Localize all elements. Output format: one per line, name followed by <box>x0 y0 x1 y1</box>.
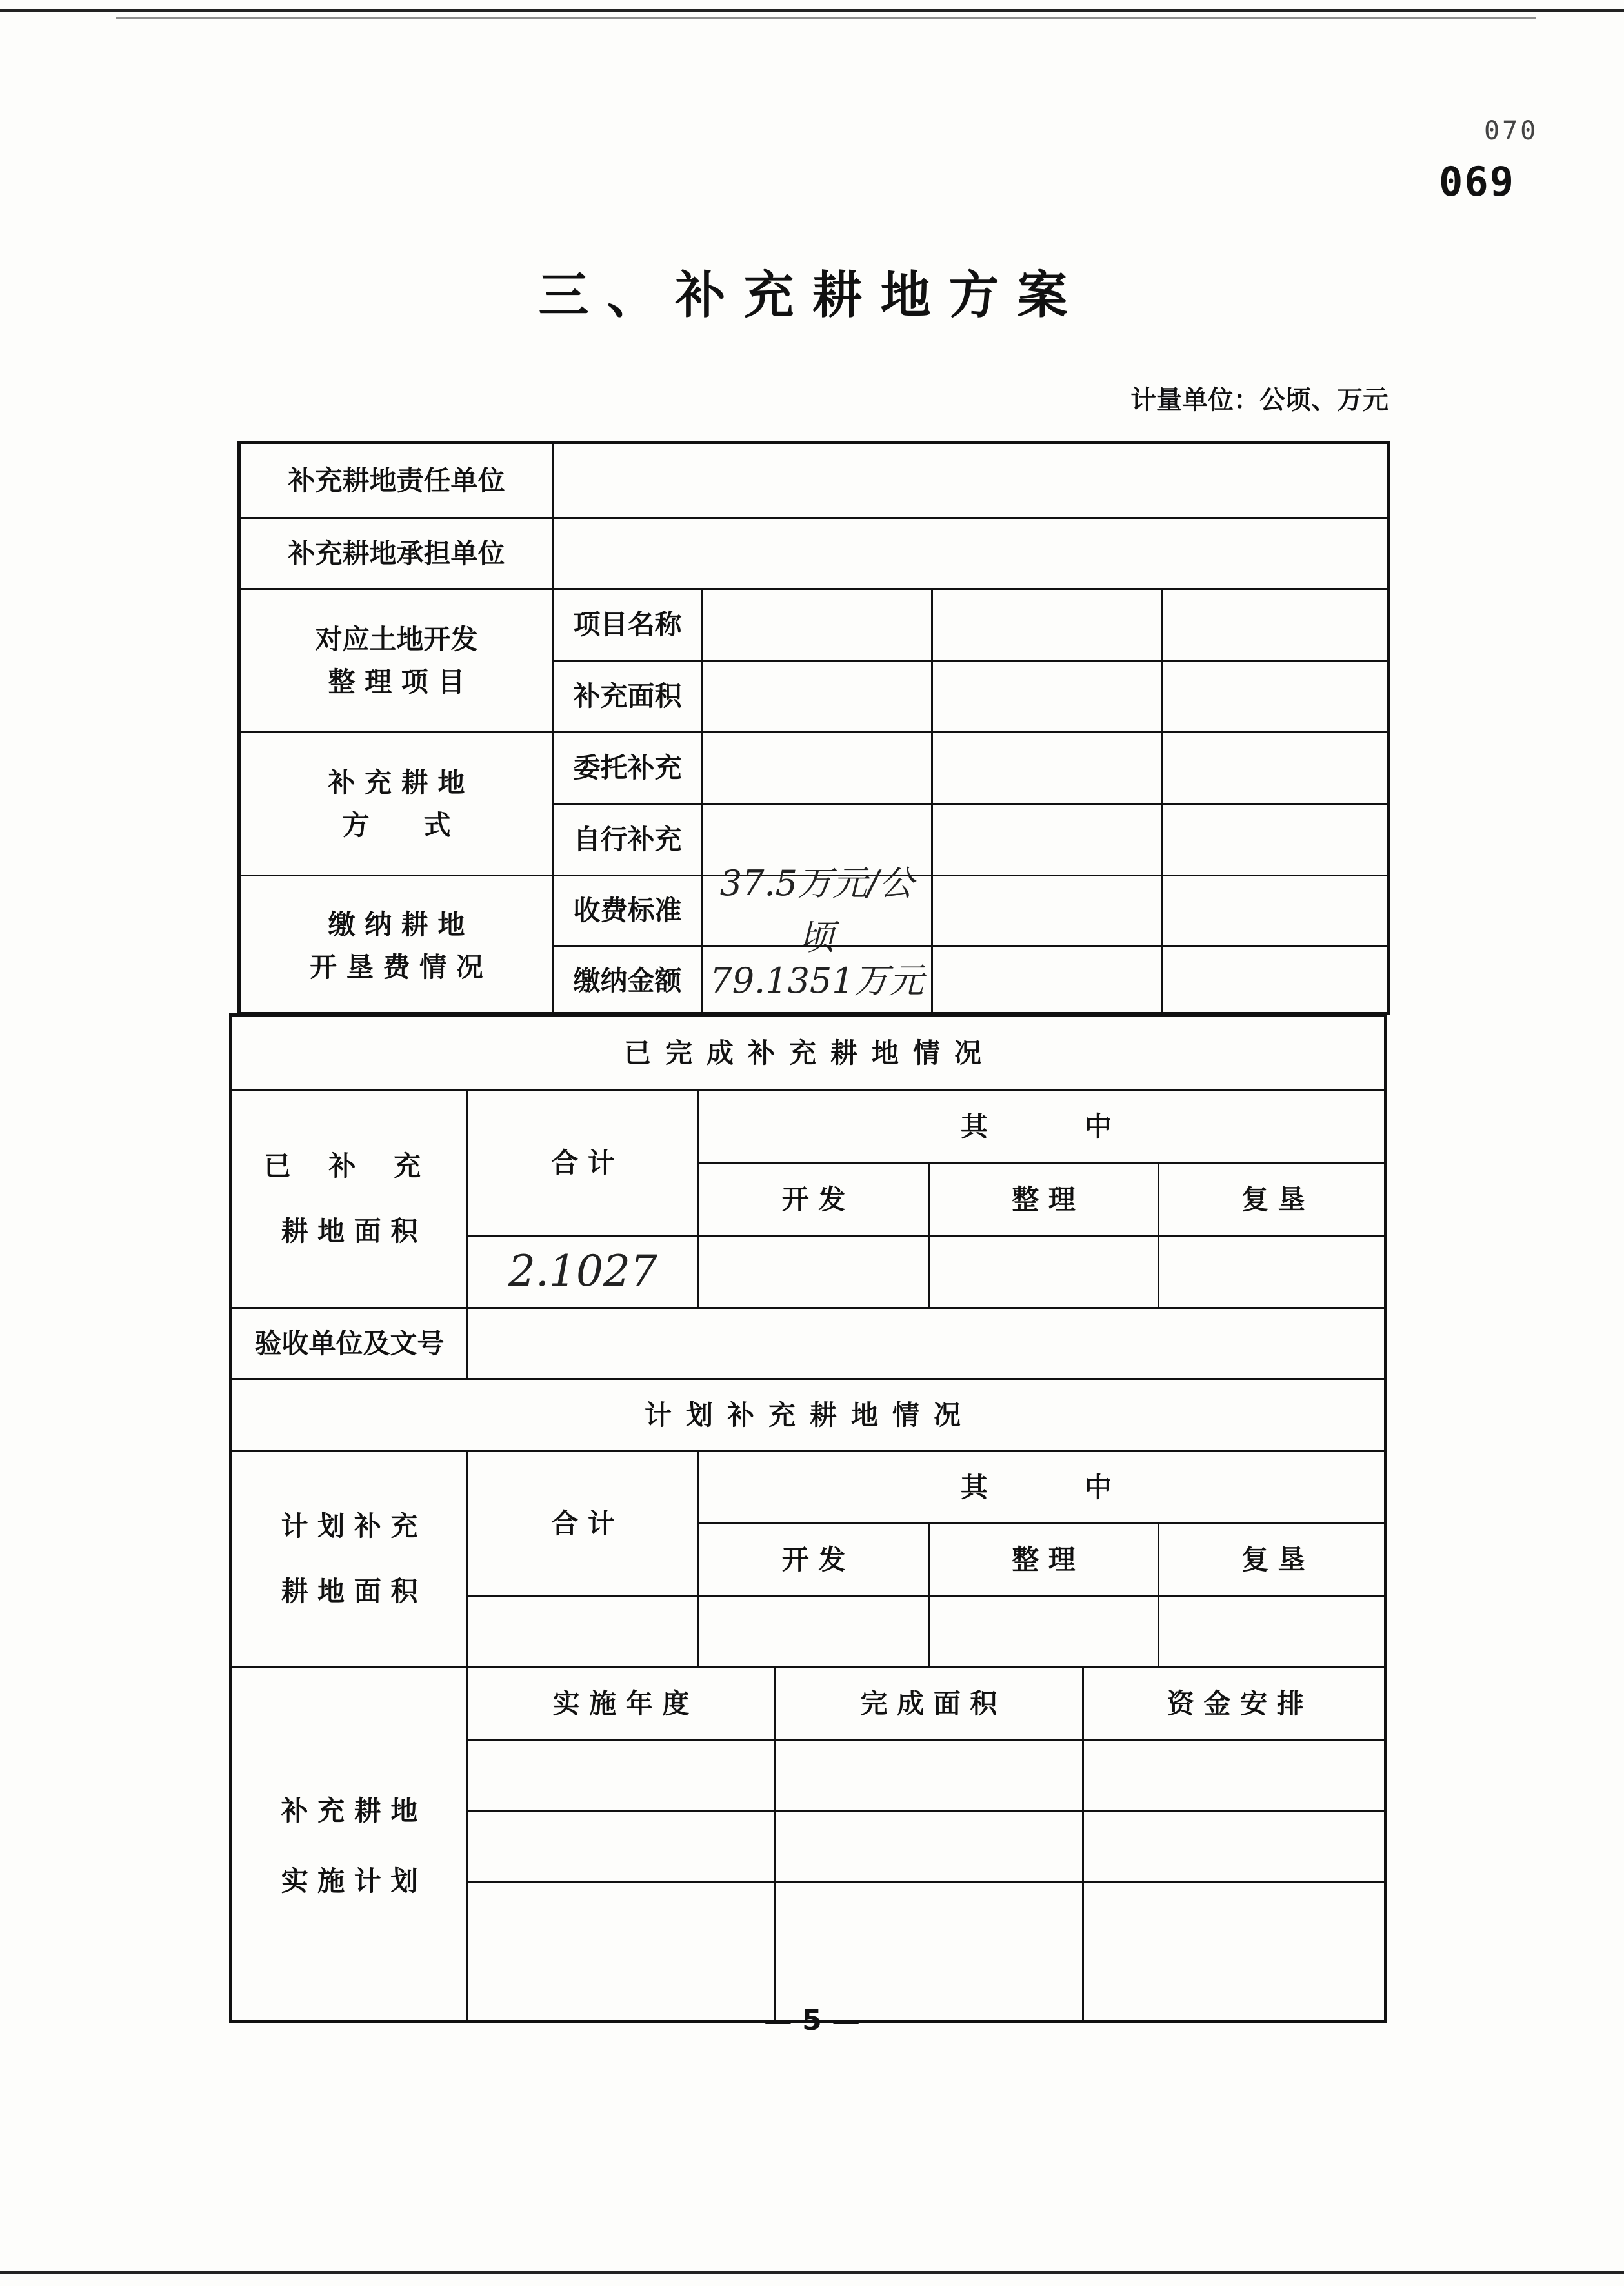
project-name-cell-1 <box>701 588 931 660</box>
completed-of-which-header: 其 中 <box>697 1089 1387 1162</box>
implementation-row2-area <box>774 1810 1082 1881</box>
self-cell-3 <box>1161 803 1390 875</box>
project-group-label-line1: 对应土地开发 <box>315 623 478 656</box>
project-name-label: 项目名称 <box>552 588 701 660</box>
entrusted-label: 委托补充 <box>552 731 701 803</box>
unit-note: 计量单位：公顷、万元 <box>1130 385 1388 415</box>
project-area-cell-2 <box>931 660 1161 731</box>
planned-area-label-line2: 耕 地 面 积 <box>281 1575 418 1607</box>
fee-standard-cell-2 <box>931 875 1161 945</box>
fee-standard-cell-3 <box>1161 875 1390 945</box>
project-area-cell-1 <box>701 660 931 731</box>
implementation-row3-fund <box>1082 1881 1387 2023</box>
fee-standard-label: 收费标准 <box>552 875 701 945</box>
archive-number: 069 <box>1439 158 1515 205</box>
planned-consolidate-value <box>928 1595 1158 1666</box>
acceptance-value <box>466 1307 1387 1378</box>
planned-reclaim-header: 复 垦 <box>1158 1522 1387 1595</box>
completed-section-header: 已完成补充耕地情况 <box>623 1037 996 1069</box>
fee-group-label-line2: 开 垦 费 情 况 <box>310 951 483 983</box>
completed-develop-header: 开 发 <box>697 1162 928 1235</box>
completed-consolidate-header: 整 理 <box>928 1162 1158 1235</box>
planned-of-which-header: 其 中 <box>697 1450 1387 1522</box>
project-group-label <box>241 588 552 731</box>
completed-area-label <box>232 1089 466 1307</box>
completed-total-label: 合 计 <box>466 1089 697 1235</box>
completed-reclaim-value <box>1158 1235 1387 1307</box>
bottom-scan-edge <box>0 2271 1624 2274</box>
form-completed <box>229 1013 1387 2023</box>
top-scan-edge <box>0 9 1624 12</box>
undertaking-unit-label: 补充耕地承担单位 <box>241 517 552 588</box>
acceptance-label: 验收单位及文号 <box>232 1307 466 1378</box>
responsible-unit-label: 补充耕地责任单位 <box>288 464 505 496</box>
implementation-area-header: 完 成 面 积 <box>774 1666 1082 1739</box>
page-title: 三、补充耕地方案 <box>538 266 1086 325</box>
planned-area-label <box>232 1450 466 1666</box>
implementation-row3-year <box>466 1881 774 2023</box>
method-group-label-line2: 方 式 <box>342 809 451 841</box>
implementation-row3-area <box>774 1881 1082 2023</box>
fee-amount-value: 79.1351万元 <box>701 945 931 1015</box>
form-upper <box>237 441 1390 1015</box>
entrusted-cell-3 <box>1161 731 1390 803</box>
fee-amount-label: 缴纳金额 <box>552 945 701 1015</box>
method-group-label-line1: 补 充 耕 地 <box>328 767 465 799</box>
self-cell-2 <box>931 803 1161 875</box>
entrusted-cell-1 <box>701 731 931 803</box>
top-scan-edge-faint <box>116 17 1536 19</box>
planned-develop-header: 开 发 <box>697 1522 928 1595</box>
planned-area-label-line1: 计 划 补 充 <box>281 1510 418 1543</box>
completed-total-value: 2.1027 <box>466 1235 697 1307</box>
fee-standard-value: 37.5万元/公顷 <box>701 875 931 945</box>
implementation-row2-year <box>466 1810 774 1881</box>
entrusted-cell-2 <box>931 731 1161 803</box>
project-name-cell-2 <box>931 588 1161 660</box>
completed-area-label-line2: 耕 地 面 积 <box>281 1215 418 1247</box>
fee-group-label <box>241 875 552 1015</box>
implementation-label-line1: 补 充 耕 地 <box>281 1794 418 1826</box>
fee-amount-cell-2 <box>931 945 1161 1015</box>
implementation-row1-year <box>466 1739 774 1810</box>
implementation-row2-fund <box>1082 1810 1387 1881</box>
undertaking-unit-value <box>552 517 1390 588</box>
project-area-cell-3 <box>1161 660 1390 731</box>
page-footer-number: — 5 — <box>763 2004 861 2037</box>
completed-area-label-line1: 已 补 充 <box>263 1150 436 1182</box>
planned-total-value <box>466 1595 697 1666</box>
fee-group-label-line1: 缴 纳 耕 地 <box>328 909 465 941</box>
fee-amount-cell-3 <box>1161 945 1390 1015</box>
project-group-label-line2: 整 理 项 目 <box>328 665 465 698</box>
completed-develop-value <box>697 1235 928 1307</box>
implementation-label-line2: 实 施 计 划 <box>281 1865 418 1897</box>
implementation-label <box>232 1666 466 2023</box>
implementation-row1-fund <box>1082 1739 1387 1810</box>
archive-number-top: 070 <box>1484 116 1539 146</box>
responsible-unit-value <box>552 444 1390 517</box>
project-area-label: 补充面积 <box>552 660 701 731</box>
implementation-fund-header: 资 金 安 排 <box>1082 1666 1387 1739</box>
project-name-cell-3 <box>1161 588 1390 660</box>
implementation-row1-area <box>774 1739 1082 1810</box>
self-label: 自行补充 <box>552 803 701 875</box>
planned-total-label: 合 计 <box>466 1450 697 1595</box>
planned-consolidate-header: 整 理 <box>928 1522 1158 1595</box>
planned-reclaim-value <box>1158 1595 1387 1666</box>
method-group-label <box>241 731 552 875</box>
implementation-year-header: 实 施 年 度 <box>466 1666 774 1739</box>
planned-develop-value <box>697 1595 928 1666</box>
completed-consolidate-value <box>928 1235 1158 1307</box>
completed-reclaim-header: 复 垦 <box>1158 1162 1387 1235</box>
planned-section-header: 计划补充耕地情况 <box>232 1378 1387 1450</box>
